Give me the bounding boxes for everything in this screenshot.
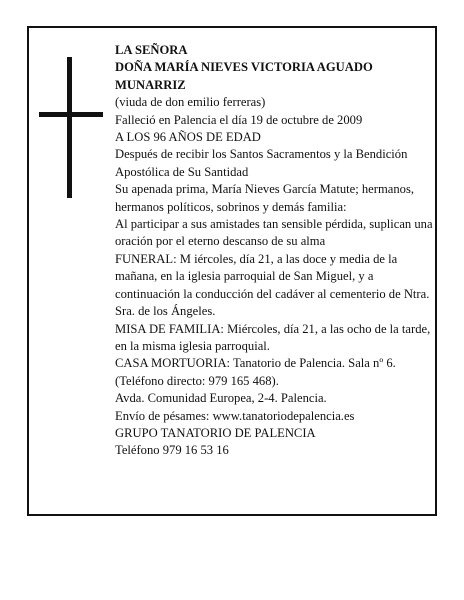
latin-cross-icon — [39, 57, 103, 198]
sacraments-text: Después de recibir los Santos Sacramentos y la Bendición Apostólica de Su Santidad — [115, 147, 408, 179]
funeral-info: FUNERAL: M iércoles, día 21, a las doce y media de la mañana, en la iglesia parroquial de San Miguel, y a continuación la conducción del cadáver al cementerio de Ntra. Sra. de los Ángeles. — [115, 251, 430, 319]
age-info: A LOS 96 AÑOS DE EDAD — [115, 130, 261, 145]
group-name: GRUPO TANATORIO DE PALENCIA — [115, 425, 316, 440]
cross-horizontal-bar — [39, 112, 103, 117]
family-mass-info: MISA DE FAMILIA: Miércoles, día 21, a las ocho de la tarde, en la misma iglesia parroquial. — [115, 321, 431, 353]
phone-text: Teléfono 979 16 53 16 — [115, 443, 229, 458]
mortuary-house-info: CASA MORTUORIA: Tanatorio de Palencia. Sala nº 6. (Teléfono directo: 979 165 468). — [115, 356, 396, 388]
death-info: Falleció en Palencia el día 19 de octubre de 2009 — [115, 112, 363, 127]
address-text: Avda. Comunidad Europea, 2-4. Palencia. — [115, 391, 327, 406]
family-text: Su apenada prima, María Nieves García Matute; hermanos, hermanos políticos, sobrinos y demás familia: — [115, 182, 414, 214]
notice-text — [115, 42, 433, 460]
widow-note: (viuda de don emilio ferreras) — [115, 95, 266, 110]
cross-vertical-bar — [67, 57, 72, 198]
prayer-request: Al participar a sus amistades tan sensible pérdida, suplican una oración por el eterno descanso de su alma — [115, 217, 433, 249]
deceased-name: DOÑA MARÍA NIEVES VICTORIA AGUADO MUNARRIZ — [115, 60, 373, 92]
header-title: LA SEÑORA — [115, 43, 188, 57]
condolences-text: Envío de pésames: www.tanatoriodepalencia.es — [115, 408, 355, 423]
obituary-notice — [27, 26, 437, 516]
